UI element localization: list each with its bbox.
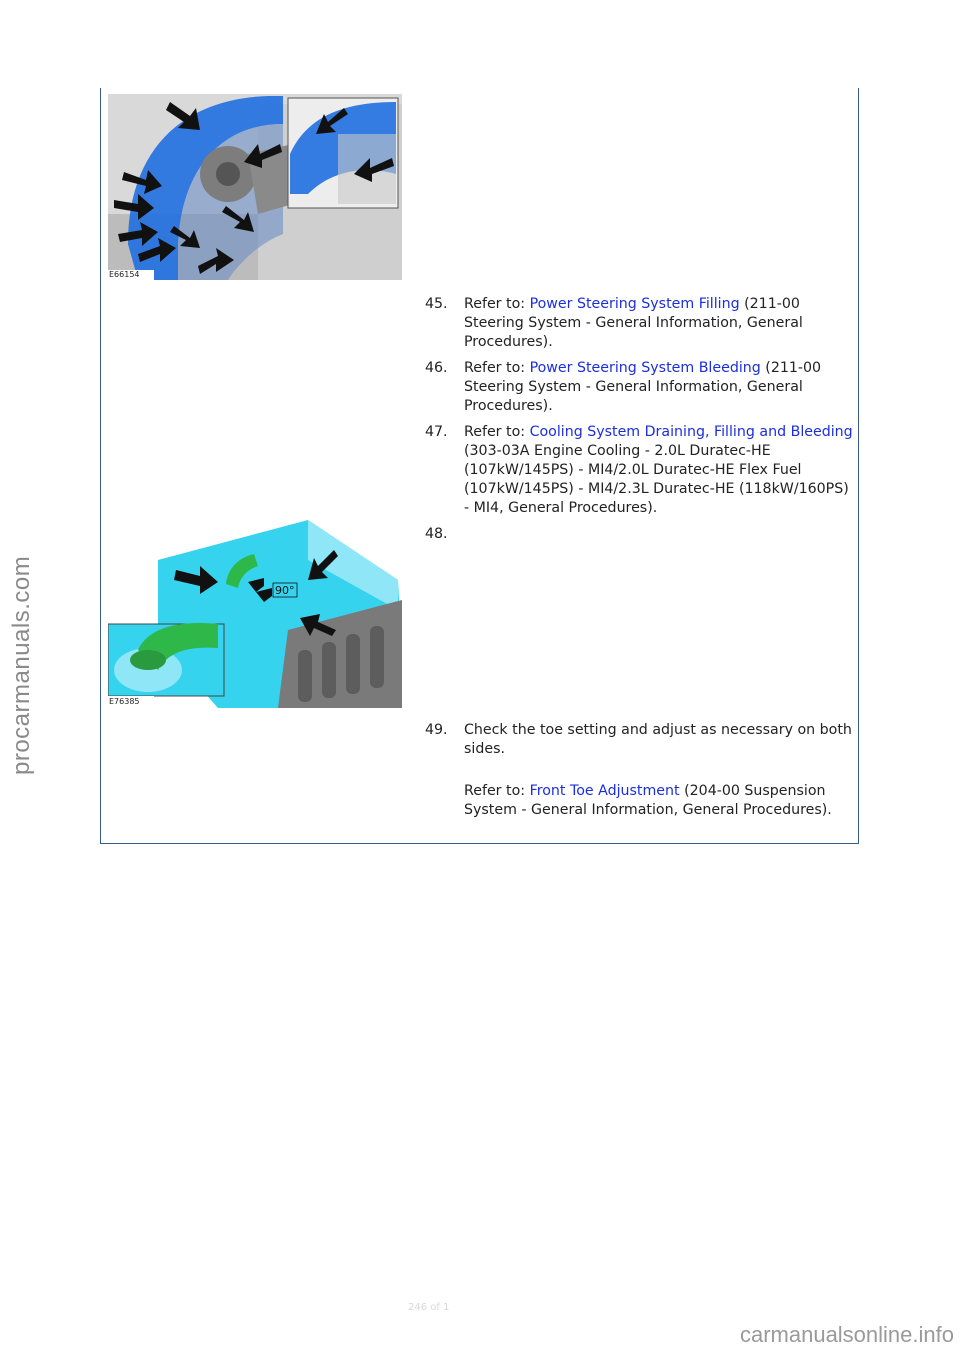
step-number: 49.: [425, 722, 448, 738]
link-power-steering-bleeding[interactable]: Power Steering System Bleeding: [529, 360, 761, 376]
step-number: 47.: [425, 424, 448, 440]
step-text: Refer to: Cooling System Draining, Filling and Bleeding (303-03A Engine Cooling - 2.0L Duratec-HE (107kW/145PS) - MI4/2.0L Duratec-HE Flex Fuel (107kW/145PS) - MI4/2.3L Duratec-HE (118kW/160PS) - MI4, General Procedures).: [464, 424, 853, 516]
step-text: Refer to: Power Steering System Bleeding (211-00 Steering System - General Information, General Procedures).: [464, 360, 822, 414]
figure-engine-hose[interactable]: [108, 520, 402, 708]
bottom-watermark: carmanualsonline.info: [739, 1322, 954, 1347]
page-number: 246 of 1: [408, 1302, 450, 1313]
figure-wheel-arch-liner[interactable]: [108, 94, 402, 280]
link-front-toe-adjustment[interactable]: Front Toe Adjustment: [529, 783, 680, 799]
step-number: 48.: [425, 526, 448, 542]
angle-label: 90°: [275, 584, 295, 597]
link-cooling-system[interactable]: Cooling System Draining, Filling and Bleeding: [529, 424, 853, 440]
step-reference-text: Refer to: Front Toe Adjustment (204-00 Suspension System - General Information, General Procedures).: [464, 783, 832, 818]
figure-code: E76385: [109, 697, 140, 706]
step-text: Check the toe setting and adjust as necessary on both sides.: [464, 722, 852, 757]
figure-code: E66154: [109, 270, 140, 279]
link-power-steering-filling[interactable]: Power Steering System Filling: [529, 296, 740, 312]
step-number: 46.: [425, 360, 448, 376]
step-text: Refer to: Power Steering System Filling (211-00 Steering System - General Information, General Procedures).: [464, 296, 803, 350]
step-number: 45.: [425, 296, 448, 312]
side-watermark: procarmanuals.com: [8, 555, 35, 775]
